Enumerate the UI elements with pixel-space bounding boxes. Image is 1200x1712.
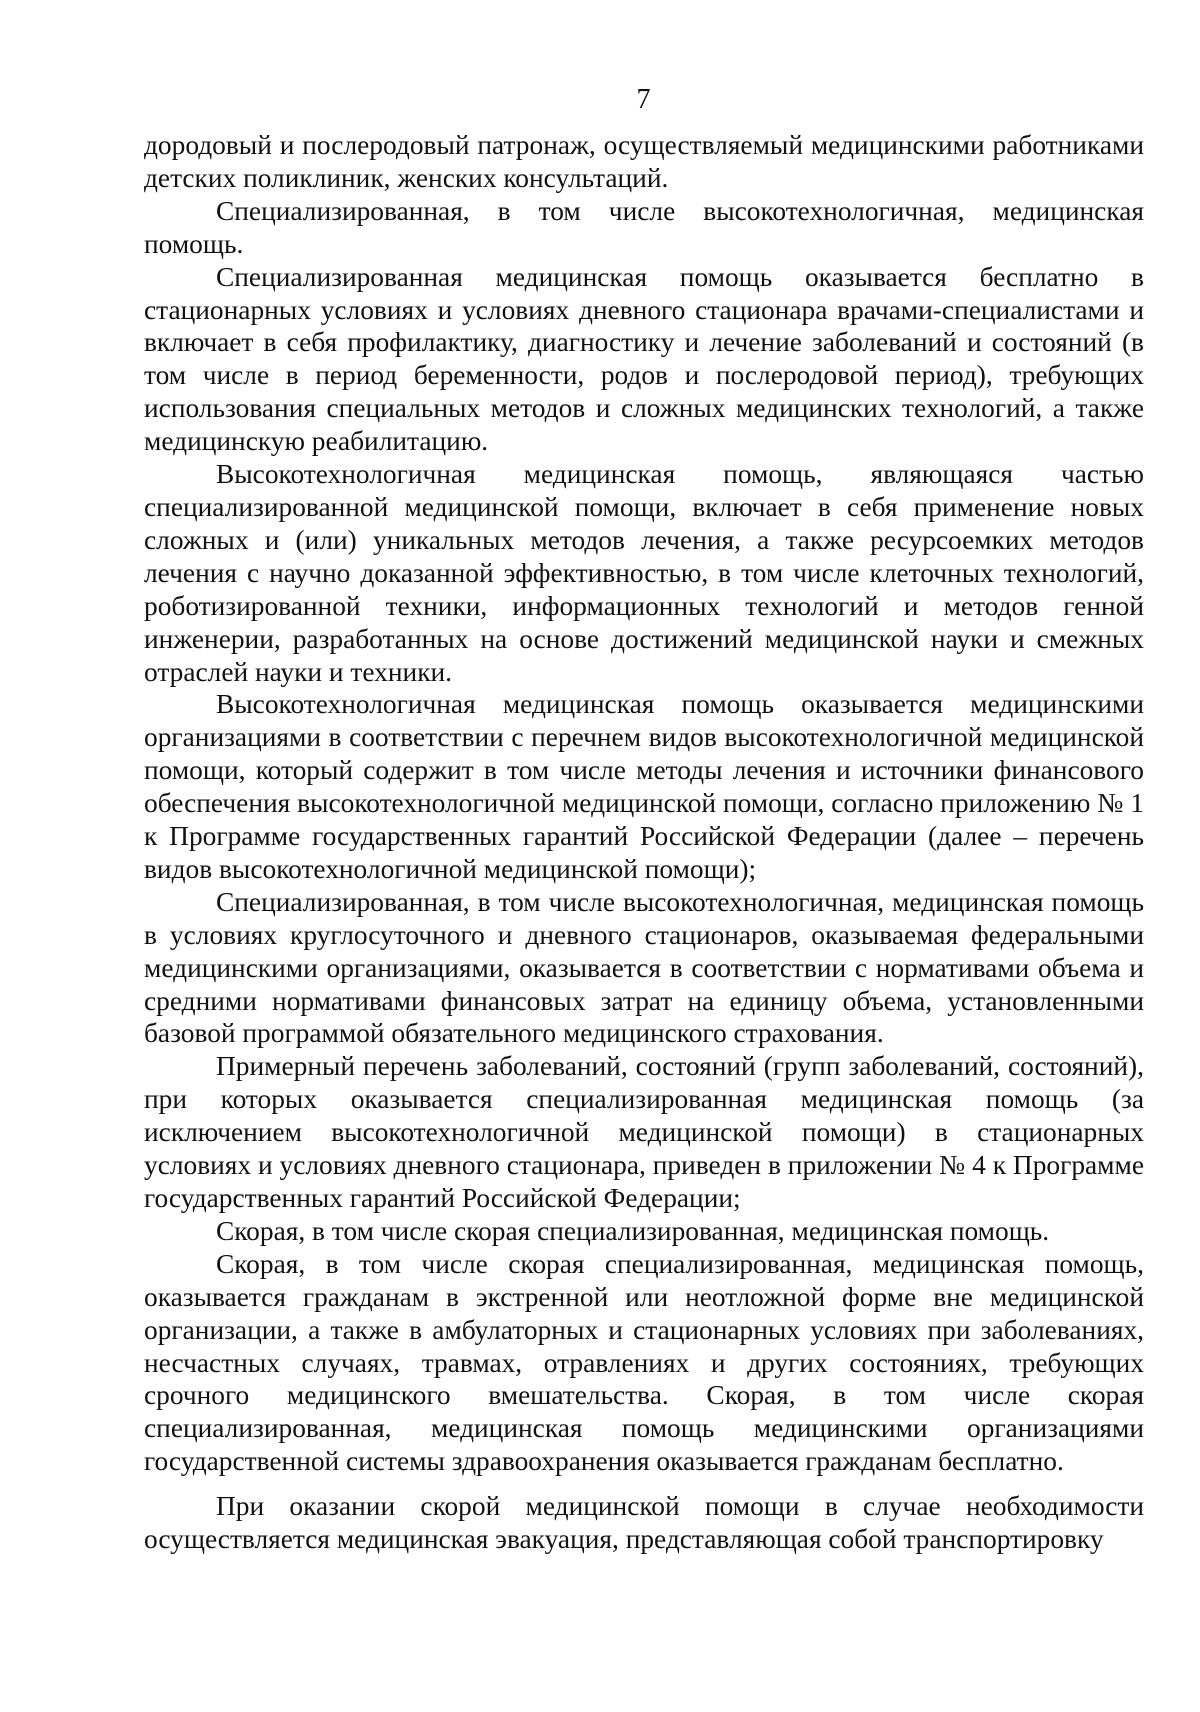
page-number: 7 [636,84,651,115]
document-body [144,129,1144,1556]
paragraph-emergency-care-heading: Скорая, в том числе скорая специализированная, медицинская помощь. [216,1215,1050,1246]
paragraph-high-tech-organizations: Высокотехнологичная медицинская помощь оказывается медицинскими организациями в соответствии с перечнем видов высокотехнологичной медицинской помощи, который содержит в том числе методы лечения и источники финансового обеспечения высокотехнологичной медицинской помощи, согласно приложению № 1 к Программе государственных гарантий Российской Федерации (далее – перечень видов высокотехнологичной медицинской помощи); [144,689,1144,884]
paragraph-emergency-care: Скорая, в том числе скорая специализированная, медицинская помощь, оказывается гражданам в экстренной или неотложной форме вне медицинской организации, а также в амбулаторных и стационарных условиях при заболеваниях, несчастных случаях, травмах, отравлениях и других состояниях, требующих срочного медицинского вмешательства. Скорая, в том числе скорая специализированная, медицинская помощь медицинскими организациями государственной системы здравоохранения оказывается гражданам бесплатно. [144,1248,1144,1477]
paragraph-specialized-care: Специализированная медицинская помощь оказывается бесплатно в стационарных условиях и условиях дневного стационара врачами-специалистами и включает в себя профилактику, диагностику и лечение заболеваний и состояний (в том числе в период беременности, родов и послеродовой период), требующих использования специальных методов и сложных медицинских технологий, а также медицинскую реабилитацию. [144,261,1144,457]
paragraph-continuation: дородовый и послеродовый патронаж, осуществляемый медицинскими работниками детских поликлиник, женских консультаций. [144,130,1144,193]
paragraph-high-tech-care: Высокотехнологичная медицинская помощь, являющаяся частью специализированной медицинской помощи, включает в себя применение новых сложных и (или) уникальных методов лечения, а также ресурсоемких методов лечения с научно доказанной эффективностью, в том числе клеточных технологий, роботизированной техники, информационных технологий и методов генной инженерии, разработанных на основе достижений медицинской науки и смежных отраслей науки и техники. [144,459,1144,687]
paragraph-disease-list: Примерный перечень заболеваний, состояний (групп заболеваний, состояний), при которых оказывается специализированная медицинская помощь (за исключением высокотехнологичной медицинской помощи) в стационарных условиях и условиях дневного стационара, приведен в приложении № 4 к Программе государственных гарантий Российской Федерации; [144,1051,1144,1213]
paragraph-federal-organizations: Специализированная, в том числе высокотехнологичная, медицинская помощь в условиях круглосуточного и дневного стационаров, оказываемая федеральными медицинскими организациями, оказывается в соответствии с нормативами объема и средними нормативами финансовых затрат на единицу объема, установленными базовой программой обязательного медицинского страхования. [144,886,1144,1049]
paragraph-specialized-care-heading: Специализированная, в том числе высокотехнологичная, медицинская помощь. [144,195,1144,259]
paragraph-medical-evacuation: При оказании скорой медицинской помощи в случае необходимости осуществляется медицинская эвакуация, представляющая собой транспортировку [144,1491,1144,1555]
